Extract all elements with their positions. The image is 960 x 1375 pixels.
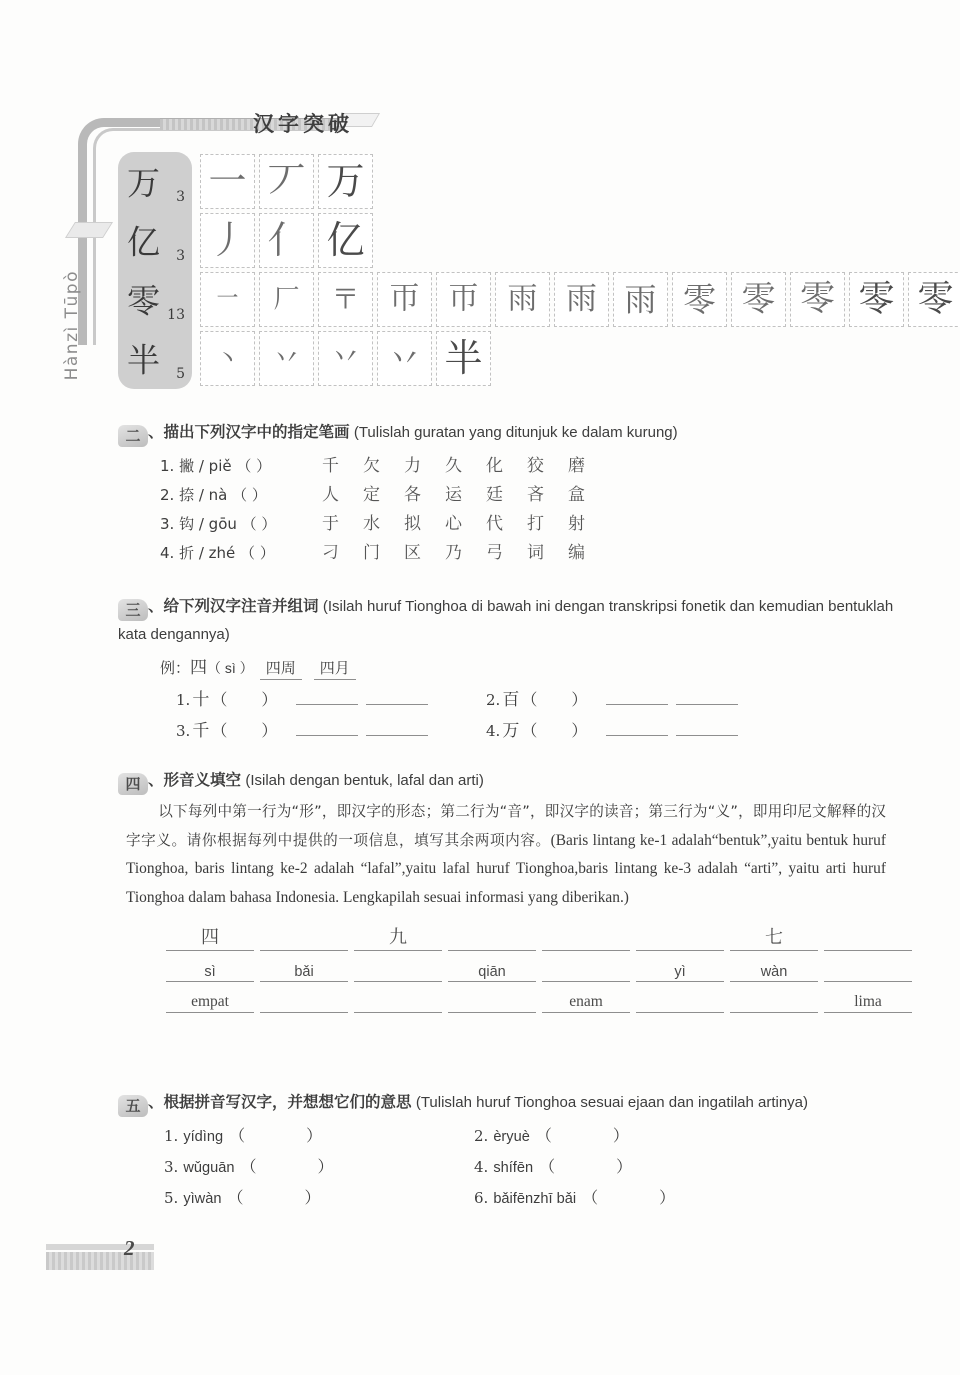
stroke-step-glyph: 一: [216, 286, 239, 312]
sound-cell[interactable]: [260, 951, 348, 982]
stroke-order-row: [118, 211, 377, 270]
stroke-step-glyph: 零: [683, 279, 716, 319]
answer-blank[interactable]: [296, 720, 358, 736]
section-4-heading: [118, 766, 918, 795]
section-5-item: [474, 1154, 784, 1177]
example-prefix: 例：: [160, 659, 191, 677]
section-5: [118, 1088, 908, 1216]
stroke-step-box: [849, 272, 904, 327]
stroke-exercise-label: 1. 撇 / piě （ ）: [160, 457, 272, 475]
char-cell: 吝: [527, 485, 544, 505]
stroke-order-character: 半: [127, 340, 160, 380]
section-4-instructions: [126, 798, 886, 912]
stroke-step-box: [318, 331, 373, 386]
section-2: [118, 418, 678, 567]
meaning-cell[interactable]: [354, 982, 442, 1013]
stroke-exercise-row: [160, 538, 678, 567]
section-3-item: [486, 716, 796, 741]
stroke-step-glyph: 帀: [448, 280, 479, 316]
sound-cell[interactable]: [166, 951, 254, 982]
stroke-exercise-row: [160, 509, 678, 538]
example-word-1: 四周: [260, 657, 302, 680]
stroke-step-box: [377, 331, 432, 386]
stroke-order-head: [118, 152, 192, 211]
table-row-meaning: [166, 982, 918, 1013]
stroke-step-box: [613, 272, 668, 327]
sound-cell[interactable]: [730, 951, 818, 982]
item-number: 1.: [164, 1127, 179, 1145]
form-cell[interactable]: [730, 920, 818, 951]
char-cell: 弓: [486, 543, 503, 563]
item-character: 万: [502, 721, 520, 741]
char-cell: 运: [445, 485, 462, 505]
item-number: 3.: [164, 1158, 179, 1176]
meaning-cell[interactable]: [824, 982, 912, 1013]
pinyin-paren: （ ）: [211, 721, 287, 740]
answer-paren[interactable]: （ ）: [229, 1126, 323, 1145]
meaning-cell[interactable]: [542, 982, 630, 1013]
stroke-order-row: [118, 329, 495, 388]
section-4-badge: 四: [118, 773, 148, 795]
item-pinyin: yìwàn: [183, 1191, 222, 1207]
stroke-step-box: [200, 272, 255, 327]
char-cell: 代: [486, 514, 503, 534]
char-cell: 各: [404, 485, 421, 505]
cell-text: yì: [674, 964, 686, 980]
item-number: 1.: [176, 691, 191, 709]
answer-blank[interactable]: [366, 689, 428, 705]
stroke-step-box: [259, 331, 314, 386]
stroke-step-glyph: 零: [799, 278, 836, 319]
section-5-items: [164, 1123, 908, 1216]
sound-cell[interactable]: [542, 951, 630, 982]
meaning-cell[interactable]: [166, 982, 254, 1013]
stroke-exercise-chars: [310, 451, 597, 476]
stroke-exercise-row: [160, 480, 678, 509]
section-5-badge: 五: [118, 1095, 148, 1117]
stroke-order-character: 万: [127, 163, 160, 203]
sound-cell[interactable]: [824, 951, 912, 982]
stroke-step-box: [318, 154, 373, 209]
cell-text: wàn: [760, 964, 788, 980]
stroke-exercise-chars: [310, 509, 597, 534]
meaning-cell[interactable]: [636, 982, 724, 1013]
stroke-step-boxes: [200, 154, 377, 209]
answer-paren[interactable]: （ ）: [535, 1126, 629, 1145]
stroke-exercise-chars: [310, 538, 597, 563]
stroke-step-glyph: 亿: [326, 217, 365, 262]
example-character: 四: [190, 658, 208, 678]
stroke-step-glyph: 万: [326, 158, 365, 203]
stroke-step-box: [672, 272, 727, 327]
stroke-step-box: [908, 272, 960, 327]
section-5-row: [164, 1154, 908, 1185]
section-3-row: [176, 716, 908, 747]
section-3-item: [486, 685, 796, 710]
stroke-order-character: 亿: [127, 222, 160, 262]
stroke-step-glyph: 帀: [389, 280, 420, 316]
table-row-sound: [166, 951, 918, 982]
stroke-exercise-chars: [310, 480, 597, 505]
stroke-step-boxes: [200, 213, 377, 268]
stroke-step-glyph: 雨: [624, 279, 657, 318]
section-3-row: [176, 685, 908, 716]
char-cell: 欠: [363, 456, 380, 476]
answer-paren[interactable]: （ ）: [539, 1157, 633, 1176]
stroke-step-box: [259, 272, 314, 327]
example-word-2: 四月: [314, 657, 356, 680]
form-cell[interactable]: [354, 920, 442, 951]
section-2-title-cn: 、描出下列汉字中的指定笔画: [148, 423, 350, 441]
char-cell: 水: [363, 514, 380, 534]
stroke-order-head: [118, 329, 192, 388]
example-pinyin: （ sì ）: [207, 660, 254, 676]
header-bracket-tail-inner: [93, 235, 96, 345]
stroke-step-glyph: 亻: [267, 217, 306, 262]
pinyin-paren: （ ）: [211, 690, 287, 709]
section-3-title-id: (Isilah huruf Tionghoa di bawah ini dengan transkripsi fonetik dan kemudian bentuklah kata dengannya): [118, 598, 894, 643]
section-3-body: [118, 653, 908, 747]
item-number: 2.: [474, 1127, 489, 1145]
section-2-badge: 二: [118, 425, 148, 447]
section-5-title-id: (Tulislah huruf Tionghoa sesuai ejaan dan ingatilah artinya): [415, 1094, 809, 1111]
answer-paren[interactable]: （ ）: [240, 1157, 334, 1176]
stroke-step-box: [200, 154, 255, 209]
stroke-step-box: [554, 272, 609, 327]
cell-text: sì: [204, 964, 216, 980]
stroke-count: 13: [167, 307, 185, 323]
item-number: 2.: [486, 691, 501, 709]
char-cell: 廷: [486, 485, 503, 505]
footer-bar-top: [46, 1244, 154, 1250]
section-5-row: [164, 1123, 908, 1154]
char-cell: 人: [322, 485, 339, 505]
answer-blank[interactable]: [606, 720, 668, 736]
section-5-item: [164, 1154, 474, 1177]
section-4: [118, 766, 918, 1013]
section-3-badge: 三: [118, 599, 148, 621]
stroke-step-box: [495, 272, 550, 327]
stroke-step-boxes: [200, 331, 495, 386]
cell-text: lima: [854, 993, 882, 1010]
char-cell: 力: [404, 456, 421, 476]
section-3-example: [160, 653, 908, 680]
item-pinyin: bǎifēnzhī bǎi: [493, 1191, 577, 1207]
char-cell: 编: [568, 543, 585, 563]
stroke-step-glyph: 丿: [208, 217, 247, 262]
cell-text: 七: [765, 927, 783, 948]
sound-cell[interactable]: [354, 951, 442, 982]
section-5-row: [164, 1185, 908, 1216]
cell-text: qiān: [478, 964, 506, 980]
answer-blank[interactable]: [676, 689, 738, 705]
stroke-step-box: [731, 272, 786, 327]
section-3: [118, 592, 908, 747]
stroke-step-box: [790, 272, 845, 327]
stroke-step-glyph: 厂: [273, 283, 300, 314]
stroke-exercise-label: 2. 捺 / nà （ ）: [160, 486, 267, 504]
form-sound-meaning-table: [166, 920, 918, 1013]
stroke-order-row: [118, 270, 960, 329]
cell-text: bǎi: [294, 964, 314, 980]
stroke-step-glyph: 零: [858, 277, 895, 319]
answer-blank[interactable]: [366, 720, 428, 736]
stroke-count: 3: [176, 189, 185, 205]
section-5-item: [164, 1185, 474, 1208]
footer-bar: [46, 1252, 154, 1270]
stroke-step-box: [436, 272, 491, 327]
cell-text: 四: [201, 927, 219, 948]
section-3-heading: [118, 592, 908, 649]
stroke-step-box: [259, 213, 314, 268]
section-3-items: [176, 685, 908, 747]
meaning-cell[interactable]: [448, 982, 536, 1013]
item-character: 千: [192, 721, 210, 741]
answer-paren[interactable]: （ ）: [227, 1188, 321, 1207]
side-label: Hànzì Tūpò: [62, 270, 82, 381]
stroke-step-box: [200, 331, 255, 386]
stroke-step-glyph: 丷: [272, 340, 301, 374]
item-character: 百: [502, 690, 520, 710]
stroke-step-glyph: 丆: [267, 158, 306, 203]
char-cell: 拟: [404, 514, 421, 534]
section-3-item: [176, 685, 486, 710]
char-cell: 磨: [568, 456, 585, 476]
item-number: 6.: [474, 1189, 489, 1207]
item-pinyin: shífēn: [493, 1160, 534, 1176]
stroke-step-box: [200, 213, 255, 268]
item-pinyin: yídìng: [183, 1129, 224, 1145]
form-cell[interactable]: [166, 920, 254, 951]
char-cell: 打: [527, 514, 544, 534]
section-3-item: [176, 716, 486, 741]
item-character: 十: [192, 690, 210, 710]
section-3-title-cn: 、给下列汉字注音并组词: [148, 597, 319, 615]
section-2-heading: [118, 418, 678, 447]
stroke-step-glyph: 雨: [566, 280, 597, 317]
form-cell[interactable]: [824, 920, 912, 951]
pinyin-paren: （ ）: [521, 690, 597, 709]
section-2-title-id: (Tulislah guratan yang ditunjuk ke dalam kurung): [353, 424, 678, 441]
section-5-item: [474, 1185, 784, 1208]
stroke-step-box: [436, 331, 491, 386]
char-cell: 久: [445, 456, 462, 476]
stroke-exercise-label: 3. 钩 / gōu （ ）: [160, 515, 277, 533]
answer-paren[interactable]: （ ）: [582, 1188, 676, 1207]
sound-cell[interactable]: [448, 951, 536, 982]
item-pinyin: wǔguān: [183, 1160, 235, 1176]
answer-blank[interactable]: [296, 689, 358, 705]
stroke-step-box: [259, 154, 314, 209]
stroke-step-glyph: 丷: [330, 339, 361, 375]
stroke-step-glyph: 〒: [331, 281, 360, 315]
char-cell: 狡: [527, 456, 544, 476]
stroke-count: 3: [176, 248, 185, 264]
char-cell: 心: [445, 514, 462, 534]
stroke-order-character: 零: [127, 281, 160, 321]
item-number: 3.: [176, 722, 191, 740]
form-cell[interactable]: [448, 920, 536, 951]
instructions-cn: 以下每列中第一行为“形”，即汉字的形态；第二行为“音”，即汉字的读音；第三行为“义”，即用印尼文解释的汉字字义。请你根据每列中提供的一项信息，填写其余两项内容。: [126, 803, 886, 849]
stroke-step-box: [318, 213, 373, 268]
form-cell[interactable]: [260, 920, 348, 951]
stroke-step-glyph: 零: [741, 278, 776, 319]
stroke-order-row: [118, 152, 377, 211]
char-cell: 区: [404, 543, 421, 563]
section-5-item: [164, 1123, 474, 1146]
item-number: 4.: [486, 722, 501, 740]
stroke-order-head: [118, 211, 192, 270]
table-row-form: [166, 920, 918, 951]
stroke-step-glyph: 丶: [215, 344, 240, 373]
form-cell[interactable]: [636, 920, 724, 951]
cell-text: enam: [569, 993, 603, 1010]
cell-text: empat: [191, 993, 229, 1010]
page-number: 2: [124, 1236, 135, 1260]
char-cell: 刁: [322, 543, 339, 563]
section-4-title-cn: 、形音义填空: [148, 771, 242, 789]
pinyin-paren: （ ）: [521, 721, 597, 740]
char-cell: 乃: [445, 543, 462, 563]
char-cell: 盒: [568, 485, 585, 505]
answer-blank[interactable]: [606, 689, 668, 705]
stroke-step-box: [377, 272, 432, 327]
stroke-step-glyph: 雨: [507, 280, 538, 316]
section-4-title-id: (Isilah dengan bentuk, lafal dan arti): [245, 772, 484, 789]
meaning-cell[interactable]: [730, 982, 818, 1013]
stroke-exercise-row: [160, 451, 678, 480]
char-cell: 定: [363, 485, 380, 505]
stroke-step-glyph: 零: [917, 277, 954, 319]
item-number: 5.: [164, 1189, 179, 1207]
section-5-heading: [118, 1088, 908, 1117]
instructions-id: (Baris lintang ke-1 adalah“bentuk”,yaitu bentuk huruf Tionghoa, baris lintang ke-2 adalah “lafal”,yaitu lafal huruf Tionghoa,baris lintang ke-3 adalah “arti”, yaitu arti huruf Tionghoa dalam bahasa Indonesia. Lengkapilah sesuai informasi yang diberikan.): [126, 831, 886, 906]
stroke-step-glyph: 丷: [388, 338, 421, 378]
form-cell[interactable]: [542, 920, 630, 951]
section-5-item: [474, 1123, 784, 1146]
section-2-body: [118, 451, 678, 567]
meaning-cell[interactable]: [260, 982, 348, 1013]
item-number: 4.: [474, 1158, 489, 1176]
item-pinyin: èryuè: [493, 1129, 530, 1145]
char-cell: 化: [486, 456, 503, 476]
cell-text: 九: [389, 927, 407, 948]
section-5-title-cn: 、根据拼音写汉字，并想想它们的意思: [148, 1093, 412, 1111]
stroke-exercise-label: 4. 折 / zhé （ ）: [160, 544, 275, 562]
stroke-step-glyph: 一: [208, 158, 247, 203]
stroke-step-boxes: [200, 272, 960, 327]
stroke-step-box: [318, 272, 373, 327]
page-title: 汉字突破: [253, 112, 353, 136]
char-cell: 射: [568, 514, 585, 534]
char-cell: 于: [322, 514, 339, 534]
char-cell: 词: [527, 543, 544, 563]
char-cell: 千: [322, 456, 339, 476]
stroke-step-glyph: 半: [444, 335, 483, 380]
stroke-count: 5: [176, 366, 185, 382]
answer-blank[interactable]: [676, 720, 738, 736]
sound-cell[interactable]: [636, 951, 724, 982]
char-cell: 门: [363, 543, 380, 563]
stroke-order-head: [118, 270, 192, 329]
